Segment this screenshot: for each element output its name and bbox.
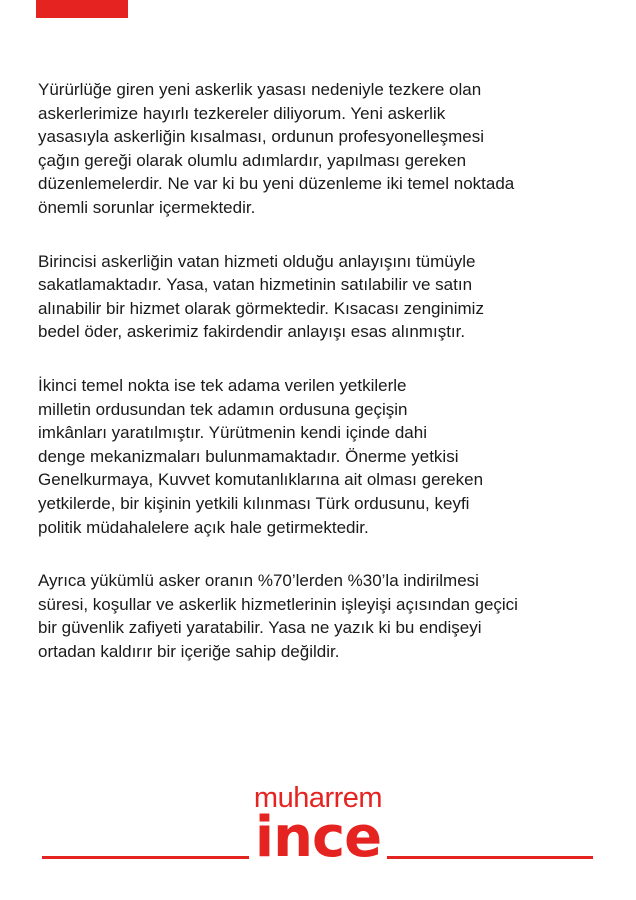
- text-line: milletin ordusundan tek adamın ordusuna geçişin: [38, 399, 408, 419]
- text-line: yasasıyla askerliğin kısalması, ordunun profesyonelleşmesi: [38, 127, 484, 147]
- signature-last-name: ince: [254, 805, 382, 870]
- text-line: Genelkurmaya, Kuvvet komutanlıklarına ait olması gereken: [38, 470, 484, 490]
- text-line: politik müdahalelere açık hale getirmektedir.: [38, 517, 369, 537]
- text-line: alınabilir bir hizmet olarak görmektedir. Kısacası zenginimiz: [38, 298, 484, 318]
- text-line: sakatlamaktadır. Yasa, vatan hizmetinin satılabilir ve satın: [38, 275, 473, 295]
- paragraph-3: [38, 374, 608, 539]
- text-line: denge mekanizmaları bulunmamaktadır. Önerme yetkisi: [38, 446, 459, 466]
- text-line: Birincisi askerliğin vatan hizmeti olduğu anlayışını tümüyle: [38, 251, 476, 271]
- text-line: düzenlemelerdir. Ne var ki bu yeni düzenleme iki temel noktada: [38, 174, 515, 194]
- top-accent-bar: [36, 0, 128, 18]
- text-line: bir güvenlik zafiyeti yaratabilir. Yasa ne yazık ki bu endişeyi: [38, 618, 482, 638]
- text-line: çağın gereği olarak olumlu adımlardır, yapılması gereken: [38, 150, 467, 170]
- paragraph-2: [38, 250, 608, 344]
- signature-logo: [0, 780, 636, 890]
- text-line: süresi, koşullar ve askerlik hizmetlerinin işleyişi açısından geçici: [38, 594, 518, 614]
- signature-divider-left: [42, 856, 249, 859]
- text-line: bedel öder, askerimiz fakirdendir anlayışı esas alınmıştır.: [38, 322, 466, 342]
- text-line: ortadan kaldırır bir içeriğe sahip değildir.: [38, 641, 340, 661]
- letter-body: [38, 78, 608, 693]
- text-line: Yürürlüğe giren yeni askerlik yasası nedeniyle tezkere olan: [38, 80, 482, 99]
- text-line: Ayrıca yükümlü asker oranın %70’lerden %30’la indirilmesi: [38, 571, 479, 591]
- text-line: önemli sorunlar içermektedir.: [38, 197, 256, 217]
- text-line: İkinci temel nokta ise tek adama verilen yetkilerle: [38, 375, 407, 395]
- signature-divider-right: [387, 856, 593, 859]
- paragraph-4: [38, 569, 608, 663]
- paragraph-1: [38, 78, 608, 220]
- signature-first-name: muharrem: [253, 782, 383, 814]
- text-line: askerlerimize hayırlı tezkereler diliyorum. Yeni askerlik: [38, 103, 446, 123]
- text-line: yetkilerde, bir kişinin yetkili kılınması Türk ordusunu, keyfi: [38, 493, 470, 513]
- text-line: imkânları yaratılmıştır. Yürütmenin kendi içinde dahi: [38, 423, 427, 443]
